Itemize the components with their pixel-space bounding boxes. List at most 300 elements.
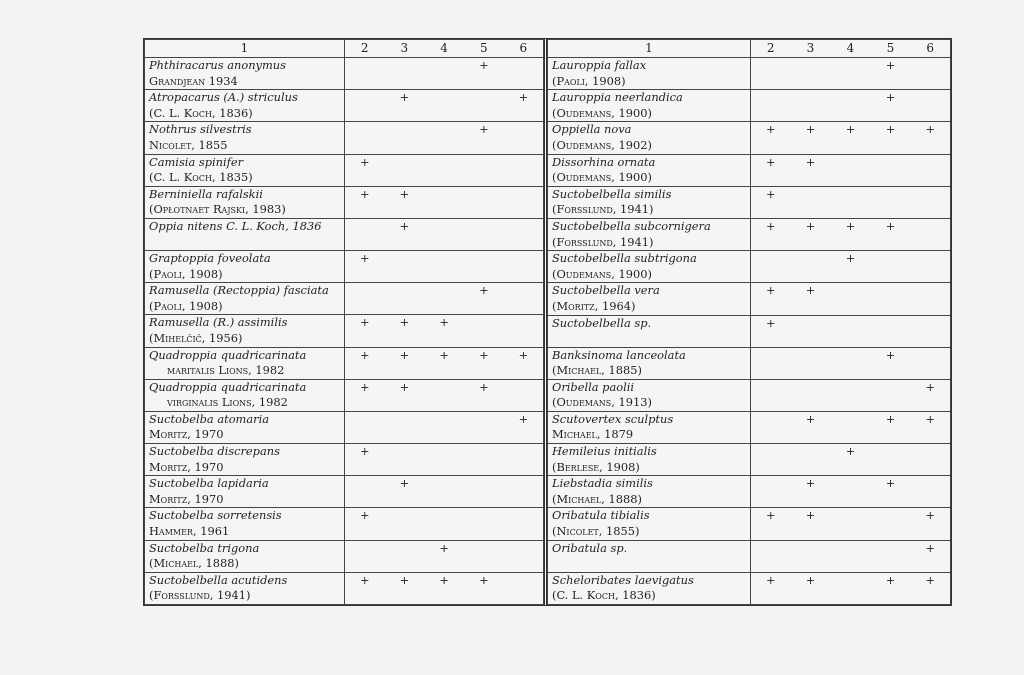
species-author: (Oudemans, 1902) [552,137,652,152]
presence-mark-col-3: + [791,572,831,604]
table-row [548,58,951,90]
presence-mark-col-4: + [831,218,871,250]
table-row [145,283,544,315]
presence-mark-col-5: + [464,572,504,604]
presence-mark-col-5 [464,218,504,250]
presence-mark-col-2 [345,476,385,508]
presence-mark-col-4 [424,508,464,540]
species-cell [145,508,345,540]
species-author: (Michael, 1888) [149,556,239,571]
table-row [145,122,544,154]
presence-mark-col-3: + [791,122,831,154]
presence-mark-col-4 [831,540,871,572]
presence-mark-col-6 [504,572,544,604]
presence-mark-col-6 [504,283,544,315]
presence-mark-col-6 [504,540,544,572]
presence-mark-col-5: + [464,379,504,411]
presence-mark-col-6: + [911,572,951,604]
presence-mark-col-6 [504,186,544,218]
presence-mark-col-3: + [385,315,425,347]
species-cell [548,476,751,508]
presence-mark-col-3: + [385,347,425,379]
presence-mark-col-4: + [424,540,464,572]
presence-mark-col-5: + [871,218,911,250]
presence-mark-col-3 [385,122,425,154]
species-cell [145,250,345,282]
species-name: Suctobelba atomaria [149,411,270,426]
species-author: Michael, 1879 [552,427,634,442]
species-author: (Mihelčič, 1956) [149,330,243,345]
species-author: (C. L. Koch, 1836) [149,105,253,120]
presence-mark-col-2: + [345,572,385,604]
presence-mark-col-5 [464,444,504,476]
presence-mark-col-6 [911,347,951,379]
species-cell [145,379,345,411]
presence-mark-col-6 [504,122,544,154]
presence-mark-col-6: + [911,122,951,154]
species-cell [145,58,345,90]
species-name: Atropacarus (A.) striculus [149,90,298,105]
col-header-2: 2 [345,40,385,58]
presence-mark-col-5 [871,444,911,476]
species-author: Moritz, 1970 [149,459,224,474]
table-row [548,186,951,218]
species-author: (C. L. Koch, 1836) [552,588,656,603]
table-row [145,250,544,282]
presence-mark-col-3 [385,508,425,540]
presence-mark-col-2: + [345,315,385,347]
presence-mark-col-4 [424,379,464,411]
species-author: Hammer, 1961 [149,524,230,539]
species-author: (Oudemans, 1913) [552,395,652,410]
presence-mark-col-3 [385,444,425,476]
presence-mark-col-3 [385,283,425,315]
presence-mark-col-4 [831,154,871,186]
presence-mark-col-2 [751,90,791,122]
table-row [145,154,544,186]
right-table-body [548,58,951,605]
presence-mark-col-6 [504,444,544,476]
presence-mark-col-6 [504,379,544,411]
presence-mark-col-5 [464,508,504,540]
col-header-1: 1 [145,40,345,58]
table-row [548,411,951,443]
species-name: Berniniella rafalskii [149,186,263,201]
col-header-5: 5 [464,40,504,58]
species-author: (C. L. Koch, 1835) [149,170,253,185]
col-header-5: 5 [871,40,911,58]
species-name: Suctobelbella subtrigona [552,251,697,266]
presence-mark-col-6: + [911,540,951,572]
col-header-3: 3 [385,40,425,58]
presence-mark-col-3 [385,540,425,572]
species-cell [548,90,751,122]
species-author: (Opłotnaet Rajski, 1983) [149,202,286,217]
species-author: maritalis Lions, 1982 [167,363,285,378]
table-row [145,90,544,122]
species-author: (Moritz, 1964) [552,298,636,313]
presence-mark-col-2 [751,379,791,411]
presence-mark-col-5 [871,251,911,283]
presence-mark-col-5: + [464,122,504,154]
species-name: Banksinoma lanceolata [552,347,686,362]
presence-mark-col-4 [424,186,464,218]
table-row [145,218,544,250]
table-row [145,572,544,604]
species-cell [145,315,345,347]
presence-mark-col-6 [504,154,544,186]
presence-mark-col-6 [911,186,951,218]
species-author: (Forsslund, 1941) [552,202,654,217]
species-name: Nothrus silvestris [149,122,252,137]
presence-mark-col-4 [831,347,871,379]
species-cell [145,411,345,443]
presence-mark-col-4 [424,154,464,186]
presence-mark-col-3 [791,379,831,411]
right-table [547,39,951,605]
presence-mark-col-4 [831,90,871,122]
table-row [548,379,951,411]
presence-mark-col-3: + [385,476,425,508]
presence-mark-col-5 [464,476,504,508]
presence-mark-col-4: + [424,572,464,604]
table-left-half [144,39,547,605]
species-cell [145,90,345,122]
species-cell [548,283,751,315]
presence-mark-col-3 [791,315,831,347]
table-row [145,476,544,508]
presence-mark-col-2 [751,444,791,476]
species-name: Suctobelba discrepans [149,444,280,459]
presence-mark-col-4: + [424,347,464,379]
species-cell [548,154,751,186]
species-name: Oppiella nova [552,122,632,137]
species-name: Lauroppia fallax [552,58,647,72]
col-header-4: 4 [424,40,464,58]
table-row [145,58,544,90]
species-author: (Paoli, 1908) [149,266,223,281]
presence-mark-col-4 [831,411,871,443]
presence-mark-col-3: + [791,154,831,186]
presence-mark-col-2: + [345,347,385,379]
species-author: Grandjean 1934 [149,73,238,88]
presence-mark-col-2: + [345,154,385,186]
presence-mark-col-3: + [791,283,831,315]
species-author: (Oudemans, 1900) [552,170,652,185]
presence-mark-col-6 [911,154,951,186]
presence-mark-col-4 [831,379,871,411]
species-author: (Paoli, 1908) [552,73,626,88]
presence-mark-col-3 [791,58,831,90]
species-cell [145,540,345,572]
table-row [548,347,951,379]
presence-mark-col-6: + [911,508,951,540]
species-name: Suctobelba sorretensis [149,508,282,523]
presence-mark-col-6: + [504,411,544,443]
presence-mark-col-4: + [831,444,871,476]
species-name: Suctobelbella sp. [552,315,652,330]
presence-mark-col-5 [464,250,504,282]
table-row [548,283,951,315]
species-name: Suctobelbella acutidens [149,572,288,587]
presence-mark-col-6 [911,283,951,315]
presence-mark-col-5 [464,411,504,443]
species-name: Oribatula tibialis [552,508,650,523]
presence-mark-col-3 [791,540,831,572]
table-row [548,540,951,572]
table-row [145,186,544,218]
species-cell [145,476,345,508]
species-author: Moritz, 1970 [149,491,224,506]
species-cell [548,411,751,443]
species-cell [548,186,751,218]
species-cell [145,444,345,476]
species-name: Dissorhina ornata [552,154,656,169]
species-name: Lauroppia neerlandica [552,90,683,105]
species-name: Suctobelbella similis [552,186,672,201]
table-row [548,444,951,476]
presence-mark-col-3 [791,251,831,283]
table-row [548,508,951,540]
presence-mark-col-6 [504,476,544,508]
species-name: Ramusella (Rectoppia) fasciata [149,283,329,298]
presence-mark-col-5 [871,315,911,347]
species-author: (Nicolet, 1855) [552,524,640,539]
species-cell [548,218,751,250]
table-row [548,218,951,250]
presence-mark-col-3: + [385,379,425,411]
species-name: Camisia spinifer [149,154,244,169]
presence-mark-col-2: + [345,508,385,540]
species-name: Liebstadia similis [552,476,653,491]
species-author: Nicolet, 1855 [149,137,228,152]
presence-mark-col-6 [911,90,951,122]
presence-mark-col-2: + [751,186,791,218]
presence-mark-col-5 [871,379,911,411]
species-name: Oribella paolii [552,379,635,394]
presence-mark-col-5: + [464,347,504,379]
presence-mark-col-6 [911,218,951,250]
table-row [145,508,544,540]
presence-mark-col-3: + [385,90,425,122]
presence-mark-col-6 [911,251,951,283]
species-cell [548,508,751,540]
presence-mark-col-5 [871,154,911,186]
presence-mark-col-5 [464,186,504,218]
presence-mark-col-4 [831,58,871,90]
presence-mark-col-3: + [385,218,425,250]
species-cell [145,154,345,186]
presence-mark-col-5: + [464,283,504,315]
presence-mark-col-5 [871,508,911,540]
table-row [548,476,951,508]
presence-mark-col-2 [751,347,791,379]
species-cell [548,122,751,154]
presence-mark-col-2 [751,476,791,508]
presence-mark-col-2 [751,411,791,443]
table-row [145,444,544,476]
presence-mark-col-3: + [791,218,831,250]
col-header-4: 4 [831,40,871,58]
species-cell [145,122,345,154]
presence-mark-col-5: + [871,411,911,443]
presence-mark-col-5 [464,154,504,186]
species-cell [548,251,751,283]
presence-mark-col-4 [424,58,464,90]
species-author: (Paoli, 1908) [149,298,223,313]
presence-mark-col-4 [424,283,464,315]
table-row [548,154,951,186]
species-name: Suctobelbella vera [552,283,660,298]
presence-mark-col-5: + [871,90,911,122]
presence-mark-col-5: + [871,347,911,379]
table-row [548,315,951,347]
presence-mark-col-4 [831,572,871,604]
presence-mark-col-3 [791,186,831,218]
presence-mark-col-4 [831,315,871,347]
table-row [145,379,544,411]
presence-mark-col-4 [424,122,464,154]
presence-mark-col-4 [424,444,464,476]
presence-mark-col-4: + [424,315,464,347]
species-author: (Michael, 1888) [552,491,642,506]
presence-mark-col-2: + [751,508,791,540]
presence-mark-col-5: + [871,572,911,604]
species-cell [145,283,345,315]
presence-mark-col-4 [424,476,464,508]
presence-mark-col-4 [424,250,464,282]
presence-mark-col-2 [345,58,385,90]
presence-mark-col-3: + [385,186,425,218]
presence-mark-col-2 [751,251,791,283]
species-name: Oppia nitens C. L. Koch, 1836 [149,218,322,233]
presence-mark-col-2 [345,411,385,443]
species-cell [548,315,751,347]
presence-mark-col-3: + [385,572,425,604]
table-row [548,251,951,283]
presence-mark-col-5: + [464,58,504,90]
presence-mark-col-2 [751,540,791,572]
table-row [548,90,951,122]
presence-mark-col-4 [424,411,464,443]
presence-mark-col-6 [911,476,951,508]
presence-mark-col-2: + [345,444,385,476]
col-header-6: 6 [504,40,544,58]
species-author: (Forsslund, 1941) [552,234,654,249]
presence-mark-col-2: + [751,283,791,315]
right-header-row [548,40,951,58]
presence-mark-col-2: + [345,379,385,411]
species-name: Suctobelbella subcornigera [552,218,711,233]
presence-mark-col-2: + [345,250,385,282]
species-name: Scheloribates laevigatus [552,572,694,587]
presence-mark-col-5 [871,186,911,218]
species-cell [548,540,751,572]
presence-mark-col-3 [791,90,831,122]
species-cell [548,572,751,604]
species-author: (Oudemans, 1900) [552,105,652,120]
species-name: Suctobelba trigona [149,540,260,555]
presence-mark-col-4: + [831,251,871,283]
presence-mark-col-6: + [911,379,951,411]
presence-mark-col-6 [504,58,544,90]
presence-mark-col-2: + [751,572,791,604]
species-name: Oribatula sp. [552,540,628,555]
presence-mark-col-2 [345,90,385,122]
presence-mark-col-6 [504,508,544,540]
presence-mark-col-5 [871,283,911,315]
species-author: (Oudemans, 1900) [552,266,652,281]
species-cell [145,347,345,379]
presence-mark-col-6: + [504,90,544,122]
presence-mark-col-2: + [751,122,791,154]
presence-mark-col-4 [831,476,871,508]
species-name: Ramusella (R.) assimilis [149,315,288,330]
presence-mark-col-3: + [791,411,831,443]
presence-mark-col-2: + [345,186,385,218]
col-header-3: 3 [791,40,831,58]
species-cell [548,379,751,411]
presence-mark-col-6 [504,315,544,347]
table-right-half [547,39,951,605]
presence-mark-col-4: + [831,122,871,154]
species-name: Graptoppia foveolata [149,250,271,265]
left-table [144,39,544,605]
presence-mark-col-4 [831,508,871,540]
species-author: (Michael, 1885) [552,363,642,378]
table-row [145,540,544,572]
presence-mark-col-2: + [751,154,791,186]
table-row [145,315,544,347]
presence-mark-col-6 [504,218,544,250]
presence-mark-col-5: + [871,476,911,508]
presence-mark-col-5 [464,315,504,347]
presence-mark-col-6 [911,315,951,347]
presence-mark-col-3 [385,250,425,282]
presence-mark-col-4 [424,90,464,122]
species-name: Hemileius initialis [552,444,657,459]
presence-mark-col-3 [385,154,425,186]
presence-mark-col-2 [345,540,385,572]
species-name: Quadroppia quadricarinata [149,347,307,362]
presence-mark-col-2 [345,218,385,250]
presence-mark-col-3 [385,58,425,90]
presence-mark-col-5 [871,540,911,572]
left-table-body [145,58,544,605]
species-cell [548,347,751,379]
presence-mark-col-2: + [751,218,791,250]
presence-mark-col-2: + [751,315,791,347]
table-row [145,347,544,379]
col-header-1: 1 [548,40,751,58]
presence-mark-col-2 [751,58,791,90]
species-cell [548,444,751,476]
presence-mark-col-3 [791,347,831,379]
table-row [145,411,544,443]
species-distribution-table [143,38,952,606]
presence-mark-col-4 [831,283,871,315]
presence-mark-col-6: + [504,347,544,379]
species-author: (Forsslund, 1941) [149,588,251,603]
presence-mark-col-3: + [791,476,831,508]
species-name: Suctobelba lapidaria [149,476,269,491]
species-author: Moritz, 1970 [149,427,224,442]
presence-mark-col-5: + [871,122,911,154]
species-author: virginalis Lions, 1982 [167,395,288,410]
species-cell [145,572,345,604]
presence-mark-col-6 [911,444,951,476]
species-author: (Berlese, 1908) [552,459,640,474]
